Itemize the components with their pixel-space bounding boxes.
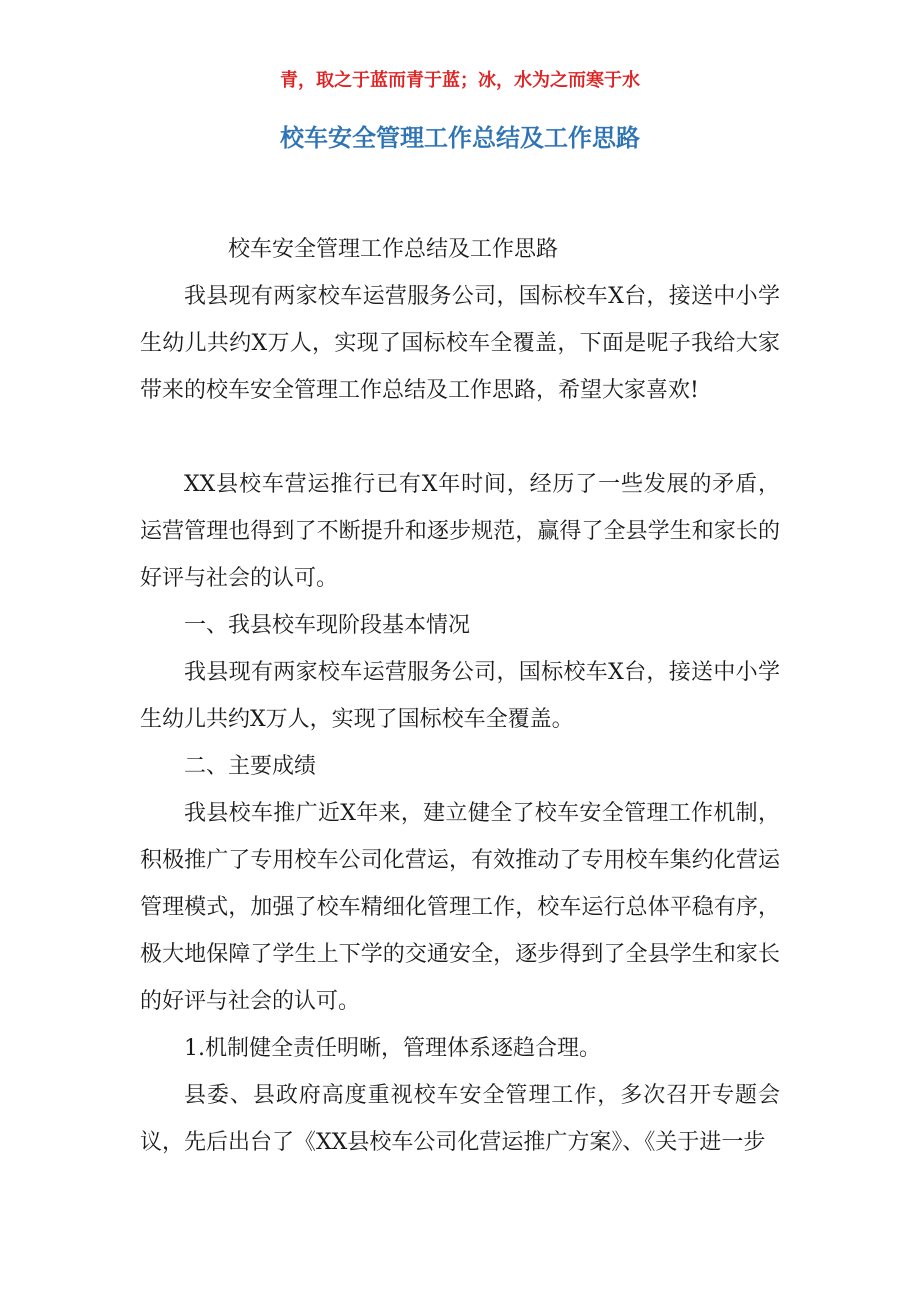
motto-banner: 青，取之于蓝而青于蓝；冰，水为之而寒于水 [280, 70, 640, 91]
document-body [140, 226, 780, 1166]
paragraph-background: XX县校车营运推行已有X年时间，经历了一些发展的矛盾，运营管理也得到了不断提升和逐步规范，赢得了全县学生和家长的好评与社会的认可。 [140, 472, 780, 591]
document-title: 校车安全管理工作总结及工作思路 [280, 124, 640, 152]
section-heading-2: 二、主要成绩 [184, 754, 317, 779]
paragraph-mechanism: 县委、县政府高度重视校车安全管理工作，多次召开专题会议，先后出台了《XX县校车公司化营运推广方案》、《关于进一步 [140, 1083, 780, 1155]
paragraph-achievements: 我县校车推广近X年来，建立健全了校车安全管理工作机制，积极推广了专用校车公司化营运，有效推动了专用校车集约化营运管理模式，加强了校车精细化管理工作，校车运行总体平稳有序，极大地保障了学生上下学的交通安全，逐步得到了全县学生和家长的好评与社会的认可。 [140, 801, 780, 1014]
body-subtitle: 校车安全管理工作总结及工作思路 [228, 237, 559, 262]
paragraph-intro: 我县现有两家校车运营服务公司，国标校车X台，接送中小学生幼儿共约X万人，实现了国标校车全覆盖，下面是呢子我给大家带来的校车安全管理工作总结及工作思路，希望大家喜欢! [140, 284, 780, 403]
paragraph-status: 我县现有两家校车运营服务公司，国标校车X台，接送中小学生幼儿共约X万人，实现了国标校车全覆盖。 [140, 660, 780, 732]
subsection-heading-1: 1.机制健全责任明晰，管理体系逐趋合理。 [184, 1036, 601, 1061]
section-heading-1: 一、我县校车现阶段基本情况 [184, 613, 471, 638]
